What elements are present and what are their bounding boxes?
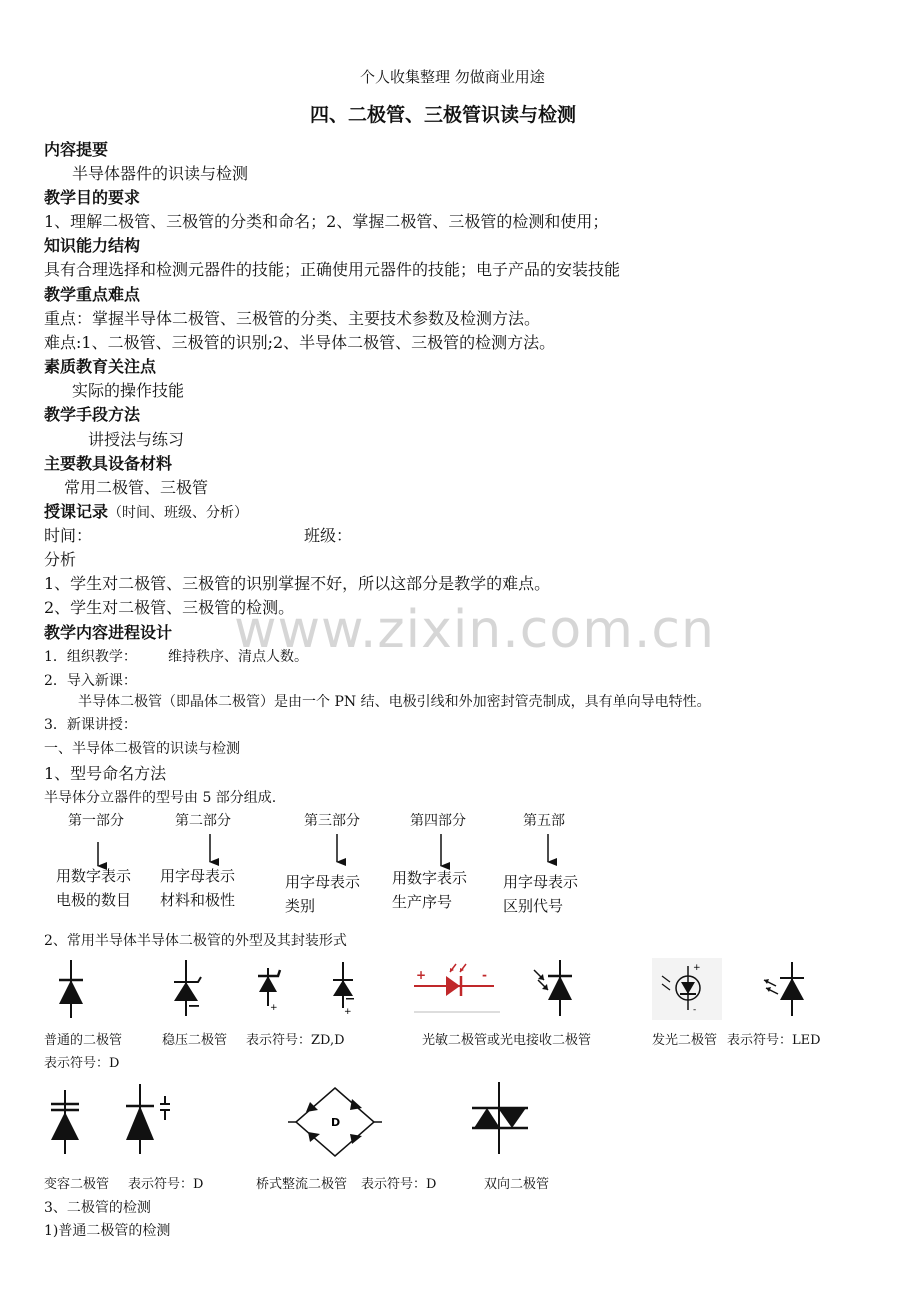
detection-subtitle: 1)普通二极管的检测: [44, 1223, 171, 1239]
analysis-item-1: 1、学生对二极管、三极管的识别掌握不好，所以这部分是教学的难点。: [44, 574, 551, 593]
summary-body: 半导体器件的识读与检测: [72, 164, 249, 183]
quality-heading: 素质教育关注点: [44, 357, 157, 376]
naming-part-1-line2: 电极的数目: [56, 891, 132, 909]
caption-bridge-symbol: 表示符号：D: [361, 1177, 437, 1192]
caption-varactor-symbol: 表示符号：D: [128, 1177, 204, 1192]
naming-part-5-line2: 区别代号: [503, 897, 564, 915]
led-plus-label: +: [693, 963, 701, 973]
goals-body: 1、理解二极管、三极管的分类和命名；2、掌握二极管、三极管的检测和使用；: [44, 212, 609, 231]
keypoints-heading: 教学重点难点: [44, 285, 141, 304]
varactor-diode-icon: [46, 1090, 86, 1156]
naming-part-1-line1: 用数字表示: [56, 867, 132, 885]
caption-normal-diode: 普通的二极管: [44, 1033, 123, 1048]
analysis-item-2: 2、学生对二极管、三极管的检测。: [44, 598, 295, 617]
caption-zener-diode: 稳压二极管: [162, 1033, 228, 1048]
naming-part-3-head: 第三部分: [304, 813, 360, 829]
photodiode-receiver-icon: [524, 958, 584, 1020]
record-heading: 授课记录: [44, 502, 109, 521]
naming-part-2-line2: 材料和极性: [160, 891, 236, 909]
keypoints-line1: 重点：掌握半导体二极管、三极管的分类、主要技术参数及检测方法。: [44, 309, 541, 328]
goals-heading: 教学目的要求: [44, 188, 141, 207]
document-title: 四、二极管、三极管识读与检测: [310, 104, 577, 126]
zener-diode-icon: [156, 958, 226, 1020]
watermark: www.zixin.com.cn: [234, 600, 715, 660]
caption-led: 发光二极管: [652, 1033, 718, 1048]
naming-part-3-line2: 类别: [285, 897, 316, 915]
design-heading: 教学内容进程设计: [44, 623, 173, 642]
bidirectional-diode-icon: [470, 1082, 532, 1156]
photodiode-minus-label: -: [482, 968, 487, 982]
naming-part-4-desc: [392, 866, 467, 914]
naming-part-2-desc: [160, 864, 235, 912]
naming-part-4-head: 第四部分: [410, 813, 466, 829]
page-header: 个人收集整理 勿做商业用途: [360, 68, 545, 86]
caption-bridge: 桥式整流二极管: [256, 1177, 348, 1192]
zener-b-plus-label: +: [344, 1007, 352, 1017]
naming-part-5-desc: [503, 870, 578, 918]
photodiode-icon: [414, 962, 500, 1014]
detection-title: 3、二极管的检测: [44, 1200, 151, 1216]
part1-title: 一、半导体二极管的识读与检测: [44, 741, 240, 757]
structure-body: 具有合理选择和检测元器件的技能；正确使用元器件的技能；电子产品的安装技能: [44, 260, 621, 279]
naming-part-4-line2: 生产序号: [392, 893, 453, 911]
methods-body: 讲授法与练习: [88, 430, 185, 449]
led-icon: [652, 958, 722, 1020]
caption-led-symbol: 表示符号：LED: [727, 1033, 821, 1048]
time-label: 时间：: [44, 526, 93, 545]
caption-photodiode: 光敏二极管或光电接收二极管: [422, 1033, 592, 1048]
caption-bidirectional: 双向二极管: [484, 1177, 550, 1192]
packages-title: 2、常用半导体半导体二极管的外型及其封装形式: [44, 933, 347, 949]
keypoints-line2: 难点:1、二极管、三极管的识别;2、半导体二极管、三极管的检测方法。: [44, 333, 556, 352]
naming-part-2-line1: 用字母表示: [160, 867, 236, 885]
caption-zener-symbol: [246, 1029, 345, 1048]
naming-part-5-head: 第五部: [523, 813, 565, 829]
zener-symbol-text: 表示符号：ZD,D: [246, 1033, 345, 1048]
quality-body: 实际的操作技能: [72, 381, 185, 400]
naming-part-5-line1: 用字母表示: [503, 873, 579, 891]
caption-normal-symbol: 表示符号：D: [44, 1056, 120, 1071]
naming-title: 1、型号命名方法: [44, 764, 167, 783]
materials-body: 常用二极管、三极管: [64, 478, 209, 497]
materials-heading: 主要教具设备材料: [44, 454, 173, 473]
class-label: 班级：: [304, 526, 353, 545]
structure-heading: 知识能力结构: [44, 236, 141, 255]
naming-part-1-head: 第一部分: [68, 813, 124, 829]
analysis-label: 分析: [44, 550, 77, 569]
naming-part-3-line1: 用字母表示: [285, 873, 361, 891]
naming-intro: 半导体分立器件的型号由 5 部分组成.: [44, 790, 277, 806]
record-heading-note: （时间、班级、分析）: [108, 505, 249, 521]
varactor-diode-symbol-icon: [120, 1084, 176, 1156]
zener-diode-symbol-b-icon: [328, 960, 364, 1016]
naming-part-4-line1: 用数字表示: [392, 869, 468, 887]
photodiode-plus-label: +: [416, 968, 427, 982]
naming-part-1-desc: [56, 864, 131, 912]
summary-heading: 内容提要: [44, 140, 109, 159]
design-step-2-body: 半导体二极管（即晶体二极管）是由一个 PN 结、电极引线和外加密封管壳制成，具有单向导电特性。: [78, 694, 711, 710]
design-step-3: 3．新课讲授：: [44, 717, 137, 733]
zener-a-plus-label: +: [270, 1003, 278, 1013]
methods-heading: 教学手段方法: [44, 405, 141, 424]
bridge-rectifier-icon: [288, 1082, 382, 1162]
bridge-d-label: D: [331, 1116, 341, 1129]
design-step-2: 2．导入新课：: [44, 673, 137, 689]
led-minus-label: -: [693, 1005, 697, 1015]
design-step-1: 1．组织教学： 维持秩序、清点人数。: [44, 649, 309, 665]
naming-part-2-head: 第二部分: [175, 813, 231, 829]
zener-diode-symbol-a-icon: [252, 962, 292, 1014]
caption-varactor: 变容二极管: [44, 1177, 110, 1192]
naming-part-3-desc: [285, 870, 360, 918]
diode-icon: [44, 958, 102, 1020]
led-symbol-icon: [758, 960, 814, 1018]
